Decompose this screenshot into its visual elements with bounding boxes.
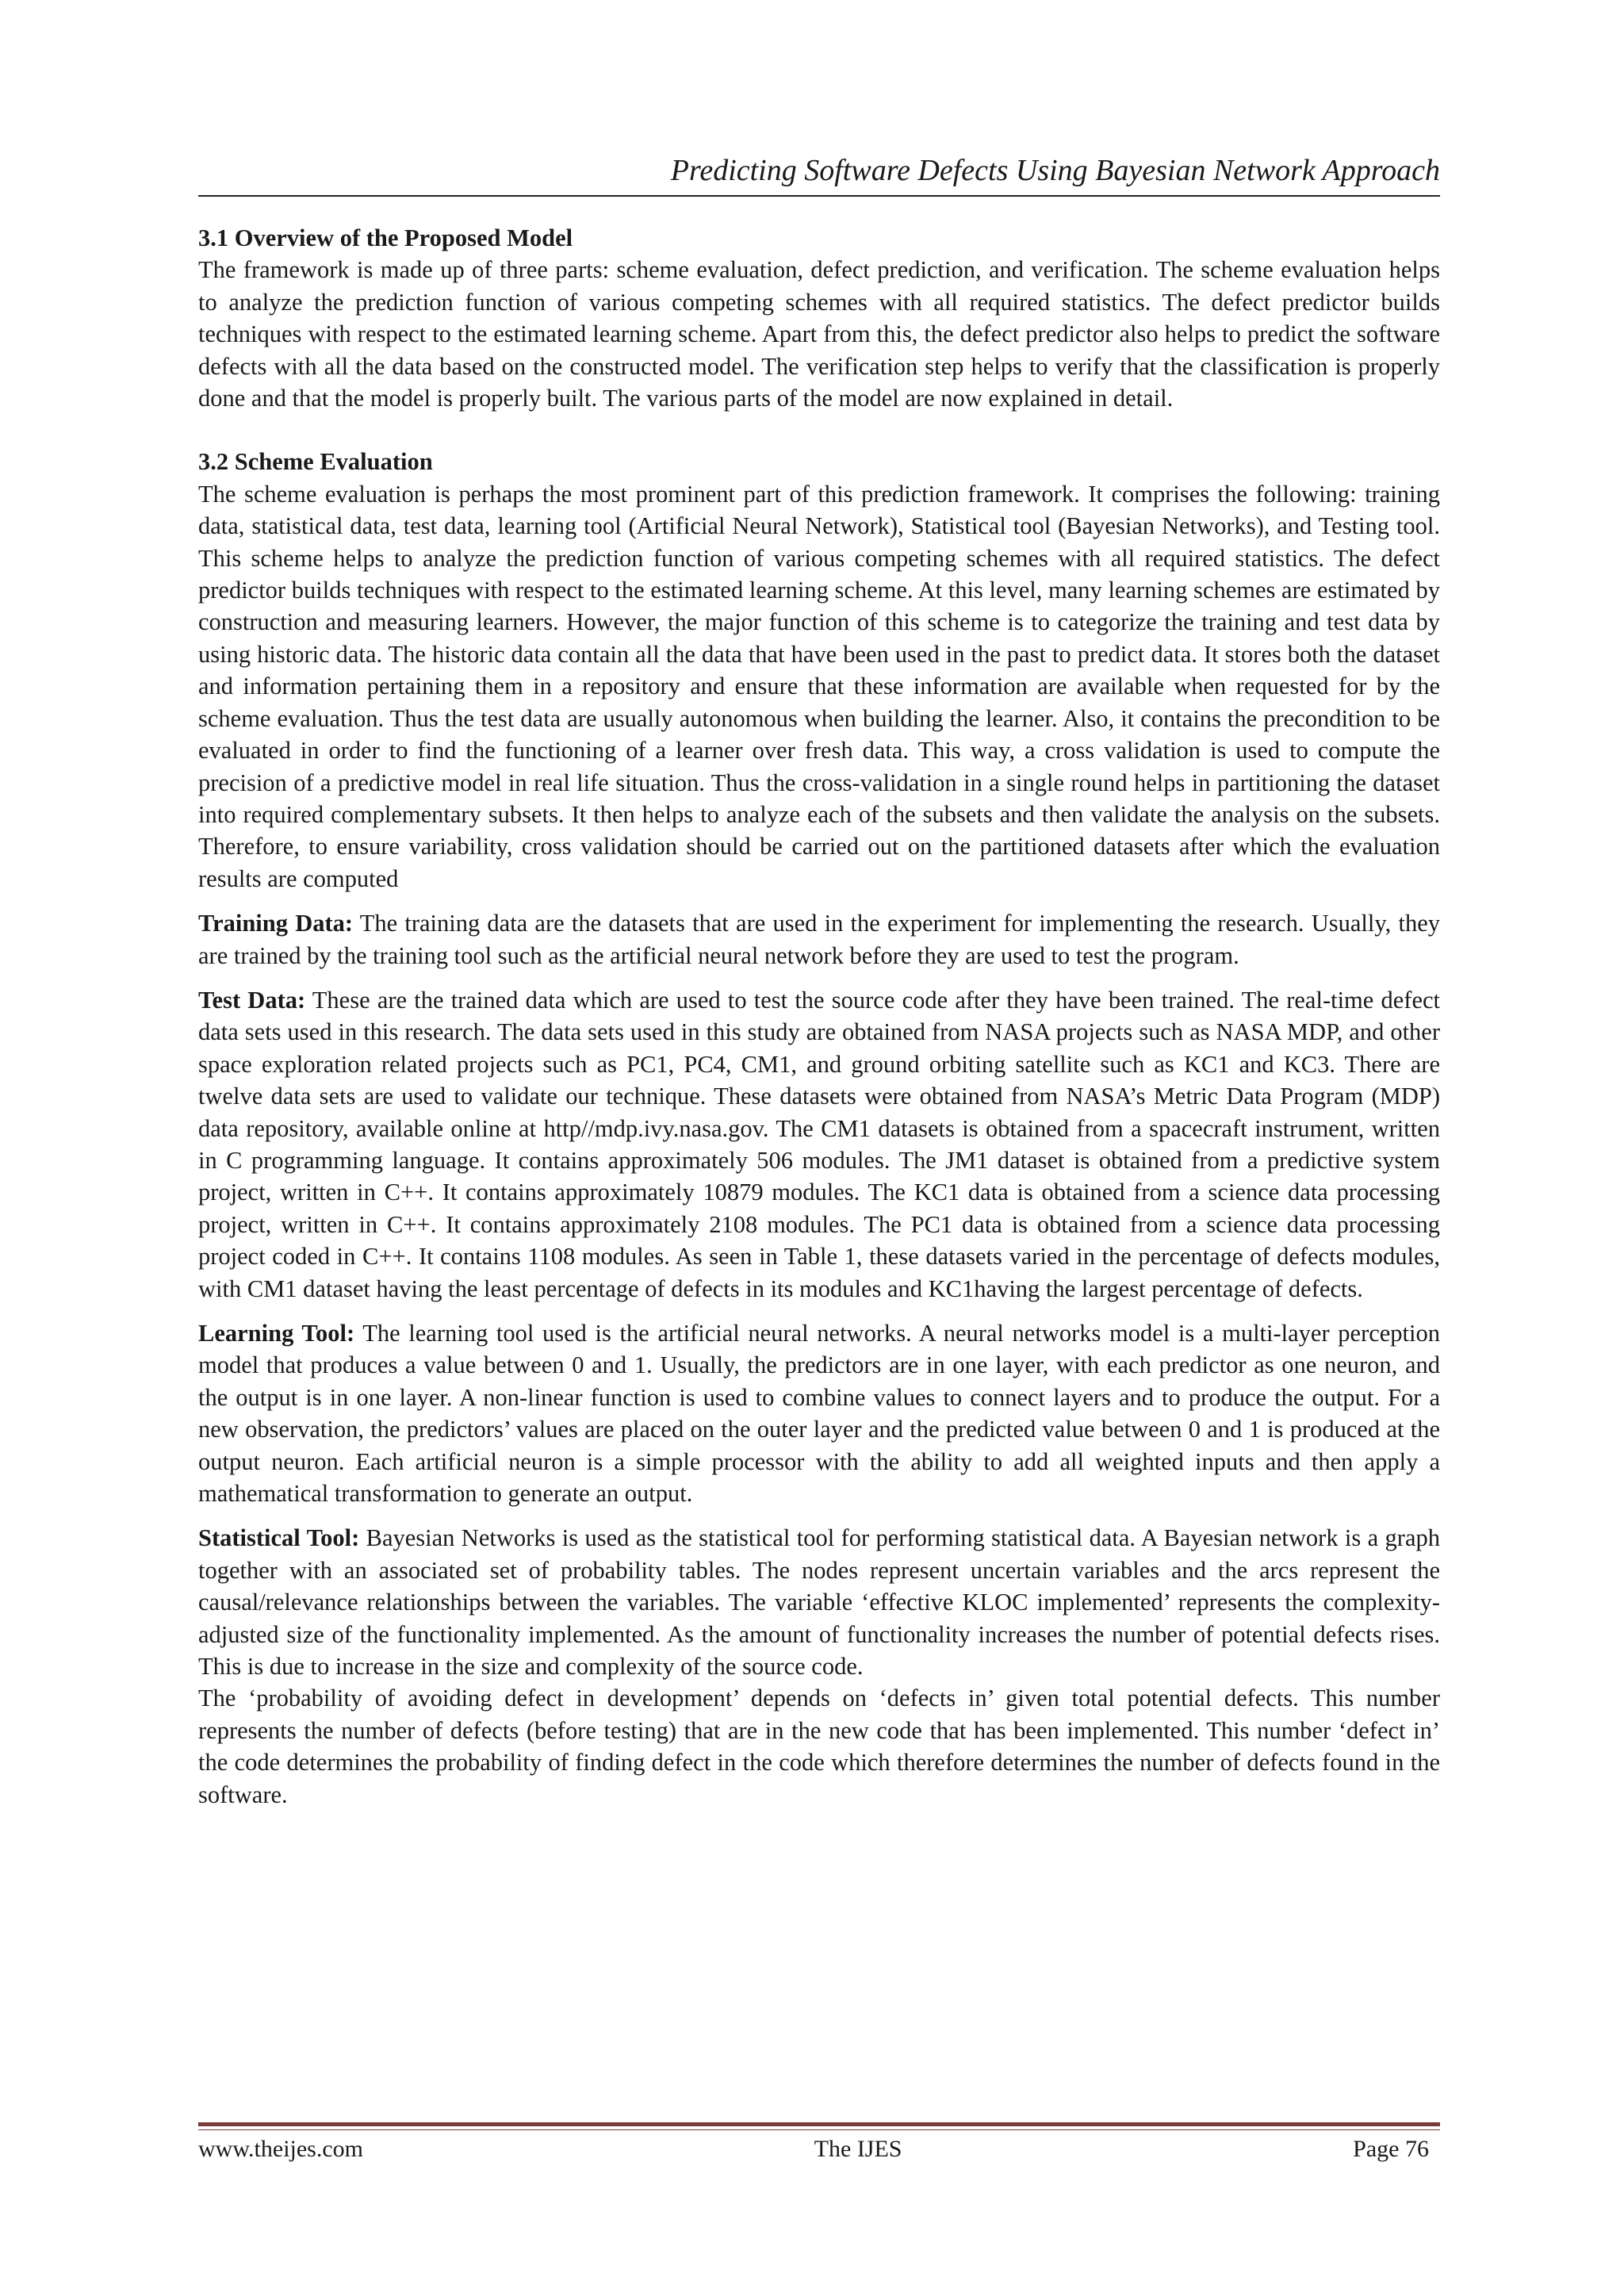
training-data-paragraph xyxy=(198,907,1440,972)
footer-website: www.theijes.com xyxy=(198,2136,364,2162)
footer-rule-thick xyxy=(198,2122,1440,2126)
footer-journal: The IJES xyxy=(814,2136,902,2162)
statistical-tool-text: Bayesian Networks is used as the statistical tool for performing statistical data. A Bayesian network is a graph together with an associated set of probability tables. The nodes represent uncertain variables and the arcs represent the causal/relevance relationships between the variables. The variable ‘effective KLOC implemented’ represents the complexity-adjusted size of the functionality implemented. As the amount of functionality increases the number of potential defects rises. This is due to increase in the size and complexity of the source code. xyxy=(198,1524,1441,1681)
statistical-tool-term: Statistical Tool: xyxy=(198,1524,360,1552)
section-heading-3-1: 3.1 Overview of the Proposed Model xyxy=(198,224,573,251)
footer-rule-thin xyxy=(198,2129,1440,2130)
spacer xyxy=(198,1509,1440,1522)
training-data-text: The training data are the datasets that are used in the experiment for implementing the research. Usually, they are trained by the training tool such as the artificial neural network before they are used to test the program. xyxy=(198,910,1440,969)
training-data-term: Training Data: xyxy=(198,910,354,937)
learning-tool-paragraph xyxy=(198,1317,1440,1509)
section-3-1-paragraph: The framework is made up of three parts: scheme evaluation, defect prediction, and verification. The scheme evaluation helps to analyze the prediction function of various competing schemes with all required statistics. The defect predictor builds techniques with respect to the estimated learning scheme. Apart from this, the defect predictor also helps to predict the software defects with all the data based on the constructed model. The verification step helps to verify that the classification is properly done and that the model is properly built. The various parts of the model are now explained in detail. xyxy=(198,256,1440,412)
section-heading-3-2: 3.2 Scheme Evaluation xyxy=(198,448,433,476)
section-3-2-paragraph: The scheme evaluation is perhaps the most prominent part of this prediction framework. It comprises the following: training data, statistical data, test data, learning tool (Artificial Neural Network), Statistical tool (Bayesian Networks), and Testing tool. This scheme helps to analyze the prediction function of various competing schemes with all required statistics. The defect predictor builds techniques with respect to the estimated learning scheme. At this level, many learning schemes are estimated by construction and measuring learners. However, the major function of this scheme is to categorize the training and test data by using historic data. The historic data contain all the data that have been used in the past to predict data. It stores both the dataset and information pertaining them in a repository and ensure that these information are available when requested for by the scheme evaluation. Thus the test data are usually autonomous when building the learner. Also, it contains the precondition to be evaluated in order to find the functioning of a learner over fresh data. This way, a cross validation is used to compute the precision of a predictive model in real life situation. Thus the cross-validation in a single round helps in partitioning the dataset into required complementary subsets. It then helps to analyze each of the subsets and then validate the analysis on the subsets. Therefore, to ensure variability, cross validation should be carried out on the partitioned datasets after which the evaluation results are computed xyxy=(198,480,1440,892)
learning-tool-term: Learning Tool: xyxy=(198,1320,355,1347)
spacer xyxy=(198,972,1440,984)
test-data-paragraph xyxy=(198,984,1440,1305)
learning-tool-text: The learning tool used is the artificial neural networks. A neural networks model is a multi-layer perception model that produces a value between 0 and 1. Usually, the predictors are in one layer, with each predictor as one neuron, and the output is in one layer. A non-linear function is used to combine values to connect layers and to produce the output. For a new observation, the predictors’ values are placed on the outer layer and the predicted value between 0 and 1 is produced at the output neuron. Each artificial neuron is a simple processor with the ability to add all weighted inputs and then apply a mathematical transformation to generate an output. xyxy=(198,1320,1440,1508)
spacer xyxy=(198,414,1440,446)
statistical-tool-continuation: The ‘probability of avoiding defect in development’ depends on ‘defects in’ given total potential defects. This number represents the number of defects (before testing) that are in the new code that has been implemented. This number ‘defect in’ the code determines the probability of finding defect in the code which therefore determines the number of defects found in the software. xyxy=(198,1685,1440,1808)
spacer xyxy=(198,895,1440,907)
footer-page-number: Page 76 xyxy=(1353,2136,1429,2162)
test-data-text: These are the trained data which are used to test the source code after they have been trained. The real-time defect data sets used in this research. The data sets used in this study are obtained from NASA projects such as NASA MDP, and other space exploration related projects such as PC1, PC4, CM1, and ground orbiting satellite such as KC1 and KC3. There are twelve data sets are used to validate our technique. These datasets were obtained from NASA’s Metric Data Program (MDP) data repository, available online at http//mdp.ivy.nasa.gov. The CM1 datasets is obtained from a spacecraft instrument, written in C programming language. It contains approximately 506 modules. The JM1 dataset is obtained from a predictive system project, written in C++. It contains approximately 10879 modules. The KC1 data is obtained from a science data processing project, written in C++. It contains approximately 2108 modules. The PC1 data is obtained from a science data processing project coded in C++. It contains 1108 modules. As seen in Table 1, these datasets varied in the percentage of defects modules, with CM1 dataset having the least percentage of defects in its modules and KC1having the largest percentage of defects. xyxy=(198,986,1440,1302)
test-data-term: Test Data: xyxy=(198,986,306,1014)
statistical-tool-paragraph xyxy=(198,1522,1440,1682)
header-rule xyxy=(198,195,1440,197)
page-footer xyxy=(198,2133,1440,2165)
running-head: Predicting Software Defects Using Bayesian Network Approach xyxy=(670,154,1440,187)
spacer xyxy=(198,1305,1440,1317)
main-content xyxy=(198,222,1440,1811)
